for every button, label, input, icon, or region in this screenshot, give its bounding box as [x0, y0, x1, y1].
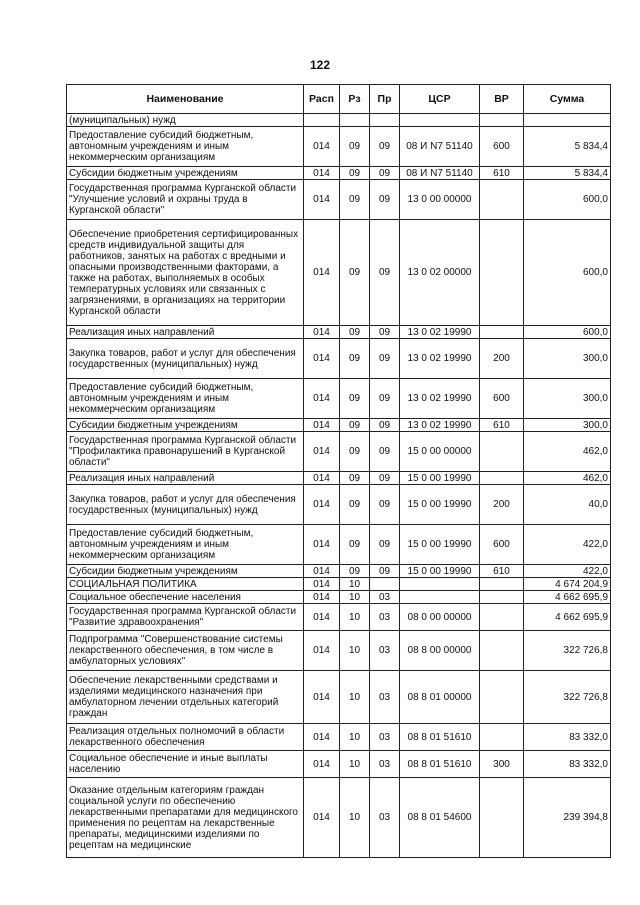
cell-vr: 610: [480, 565, 524, 578]
cell-pr: 09: [370, 220, 400, 326]
cell-vr: [480, 114, 524, 127]
cell-name: Социальное обеспечение и иные выплаты населению: [67, 751, 304, 778]
table-row: [67, 419, 611, 432]
cell-pr: 09: [370, 127, 400, 167]
cell-csr: [400, 591, 480, 604]
budget-table: [66, 84, 611, 858]
cell-sum: 4 662 695,9: [524, 591, 611, 604]
cell-rz: 10: [340, 631, 370, 671]
cell-csr: 15 0 00 19990: [400, 485, 480, 525]
cell-sum: 600,0: [524, 220, 611, 326]
cell-rasp: 014: [304, 604, 340, 631]
cell-rz: 09: [340, 379, 370, 419]
cell-name: Реализация иных направлений: [67, 326, 304, 339]
cell-csr: 08 8 01 00000: [400, 671, 480, 724]
cell-rasp: 014: [304, 339, 340, 379]
cell-vr: [480, 591, 524, 604]
cell-rasp: 014: [304, 565, 340, 578]
cell-csr: 08 8 01 54600: [400, 778, 480, 858]
cell-pr: 03: [370, 591, 400, 604]
header-csr: ЦСР: [400, 85, 480, 114]
cell-vr: [480, 631, 524, 671]
header-rz: Рз: [340, 85, 370, 114]
cell-pr: 09: [370, 565, 400, 578]
cell-name: Государственная программа Курганской области "Профилактика правонарушений в Курганской области": [67, 432, 304, 472]
cell-rz: 09: [340, 419, 370, 432]
cell-rz: 10: [340, 671, 370, 724]
cell-name: Предоставление субсидий бюджетным, автономным учреждениям и иным некоммерческим организациям: [67, 127, 304, 167]
cell-pr: 09: [370, 180, 400, 220]
cell-rz: 09: [340, 127, 370, 167]
cell-pr: 09: [370, 525, 400, 565]
cell-rz: [340, 114, 370, 127]
cell-vr: 600: [480, 525, 524, 565]
cell-csr: 13 0 02 00000: [400, 220, 480, 326]
cell-rz: 09: [340, 565, 370, 578]
cell-name: Оказание отдельным категориям граждан социальной услуги по обеспечению лекарственными препаратами для медицинского применения по рецептам на лекарственные препараты, медицинскими изделиями по рецептам на медицинские: [67, 778, 304, 858]
cell-csr: 08 И N7 51140: [400, 127, 480, 167]
cell-pr: 09: [370, 339, 400, 379]
cell-rz: 10: [340, 578, 370, 591]
cell-csr: 15 0 00 19990: [400, 525, 480, 565]
cell-name: СОЦИАЛЬНАЯ ПОЛИТИКА: [67, 578, 304, 591]
cell-csr: 13 0 02 19990: [400, 419, 480, 432]
cell-name: Субсидии бюджетным учреждениям: [67, 167, 304, 180]
cell-rasp: 014: [304, 631, 340, 671]
table-row: [67, 778, 611, 858]
table-row: [67, 220, 611, 326]
cell-rasp: 014: [304, 591, 340, 604]
cell-sum: 322 726,8: [524, 671, 611, 724]
cell-rz: 10: [340, 604, 370, 631]
cell-csr: 13 0 02 19990: [400, 379, 480, 419]
table-row: [67, 127, 611, 167]
cell-name: (муниципальных) нужд: [67, 114, 304, 127]
cell-pr: 03: [370, 604, 400, 631]
cell-name: Реализация иных направлений: [67, 472, 304, 485]
cell-sum: 239 394,8: [524, 778, 611, 858]
cell-pr: 09: [370, 432, 400, 472]
cell-pr: [370, 114, 400, 127]
table-row: [67, 525, 611, 565]
cell-sum: 5 834,4: [524, 127, 611, 167]
table-row: [67, 379, 611, 419]
page-number: 122: [309, 58, 331, 72]
cell-vr: [480, 724, 524, 751]
cell-vr: [480, 432, 524, 472]
cell-rasp: 014: [304, 379, 340, 419]
table-row: [67, 604, 611, 631]
cell-sum: 322 726,8: [524, 631, 611, 671]
cell-rz: 09: [340, 485, 370, 525]
table-row: [67, 432, 611, 472]
cell-csr: [400, 578, 480, 591]
cell-pr: 03: [370, 751, 400, 778]
cell-rz: 10: [340, 778, 370, 858]
cell-csr: 13 0 02 19990: [400, 326, 480, 339]
cell-pr: 09: [370, 419, 400, 432]
cell-rasp: 014: [304, 472, 340, 485]
cell-pr: 03: [370, 631, 400, 671]
cell-rz: 09: [340, 472, 370, 485]
cell-name: Обеспечение лекарственными средствами и изделиями медицинского назначения при амбулаторном лечении отдельных категорий граждан: [67, 671, 304, 724]
cell-rasp: 014: [304, 778, 340, 858]
table-row: [67, 565, 611, 578]
cell-name: Предоставление субсидий бюджетным, автономным учреждениям и иным некоммерческим организациям: [67, 379, 304, 419]
table-row: [67, 578, 611, 591]
cell-rasp: 014: [304, 127, 340, 167]
cell-vr: [480, 180, 524, 220]
cell-vr: [480, 671, 524, 724]
cell-rz: 09: [340, 326, 370, 339]
header-vr: ВР: [480, 85, 524, 114]
cell-vr: 200: [480, 339, 524, 379]
cell-rasp: 014: [304, 220, 340, 326]
cell-vr: [480, 778, 524, 858]
cell-rz: 09: [340, 339, 370, 379]
cell-csr: 13 0 00 00000: [400, 180, 480, 220]
cell-csr: 13 0 02 19990: [400, 339, 480, 379]
header-pr: Пр: [370, 85, 400, 114]
cell-csr: 08 8 00 00000: [400, 631, 480, 671]
cell-name: Социальное обеспечение населения: [67, 591, 304, 604]
cell-pr: 03: [370, 778, 400, 858]
cell-name: Обеспечение приобретения сертифицированных средств индивидуальной защиты для работников, занятых на работах с вредными и опасными производственными факторами, а также на работах, выполняемых в особых температурных условиях или связанных с загрязнениями, в организациях на территории Курганской области: [67, 220, 304, 326]
cell-vr: 200: [480, 485, 524, 525]
cell-rz: 10: [340, 751, 370, 778]
cell-rz: 09: [340, 525, 370, 565]
cell-vr: [480, 472, 524, 485]
cell-vr: [480, 326, 524, 339]
cell-name: Закупка товаров, работ и услуг для обеспечения государственных (муниципальных) нужд: [67, 485, 304, 525]
cell-rasp: 014: [304, 485, 340, 525]
cell-name: Закупка товаров, работ и услуг для обеспечения государственных (муниципальных) нужд: [67, 339, 304, 379]
table-row: [67, 472, 611, 485]
cell-sum: 4 674 204,9: [524, 578, 611, 591]
cell-rasp: [304, 114, 340, 127]
table-row: [67, 724, 611, 751]
table-row: [67, 485, 611, 525]
cell-sum: 5 834,4: [524, 167, 611, 180]
table-row: [67, 591, 611, 604]
cell-sum: 4 662 695,9: [524, 604, 611, 631]
table-row: [67, 339, 611, 379]
cell-name: Государственная программа Курганской области "Развитие здравоохранения": [67, 604, 304, 631]
header-rasp: Расп: [304, 85, 340, 114]
cell-rasp: 014: [304, 326, 340, 339]
table-row: [67, 167, 611, 180]
cell-csr: [400, 114, 480, 127]
cell-sum: 462,0: [524, 472, 611, 485]
cell-sum: 600,0: [524, 326, 611, 339]
cell-csr: 08 0 00 00000: [400, 604, 480, 631]
cell-rasp: 014: [304, 419, 340, 432]
cell-csr: 15 0 00 19990: [400, 472, 480, 485]
cell-sum: 600,0: [524, 180, 611, 220]
cell-csr: 08 8 01 51610: [400, 751, 480, 778]
cell-rasp: 014: [304, 525, 340, 565]
cell-rasp: 014: [304, 671, 340, 724]
cell-sum: 300,0: [524, 339, 611, 379]
cell-pr: 09: [370, 326, 400, 339]
cell-name: Подпрограмма "Совершенствование системы лекарственного обеспечения, в том числе в амбулаторных условиях": [67, 631, 304, 671]
cell-rasp: 014: [304, 578, 340, 591]
cell-rasp: 014: [304, 432, 340, 472]
cell-vr: [480, 578, 524, 591]
cell-csr: 08 И N7 51140: [400, 167, 480, 180]
cell-pr: 03: [370, 671, 400, 724]
cell-csr: 15 0 00 19990: [400, 565, 480, 578]
cell-rasp: 014: [304, 167, 340, 180]
cell-vr: [480, 604, 524, 631]
table-header-row: [67, 85, 611, 114]
cell-sum: 422,0: [524, 525, 611, 565]
cell-vr: 300: [480, 751, 524, 778]
table-row: [67, 326, 611, 339]
cell-rasp: 014: [304, 724, 340, 751]
cell-name: Реализация отдельных полномочий в области лекарственного обеспечения: [67, 724, 304, 751]
cell-vr: 610: [480, 419, 524, 432]
cell-rz: 10: [340, 591, 370, 604]
cell-sum: 83 332,0: [524, 751, 611, 778]
cell-rasp: 014: [304, 751, 340, 778]
cell-sum: 83 332,0: [524, 724, 611, 751]
table-row: [67, 671, 611, 724]
cell-csr: 15 0 00 00000: [400, 432, 480, 472]
cell-pr: [370, 578, 400, 591]
cell-pr: 09: [370, 167, 400, 180]
cell-csr: 08 8 01 51610: [400, 724, 480, 751]
cell-rz: 10: [340, 724, 370, 751]
header-name: Наименование: [67, 85, 304, 114]
cell-pr: 09: [370, 472, 400, 485]
cell-pr: 03: [370, 724, 400, 751]
cell-sum: 422,0: [524, 565, 611, 578]
cell-rz: 09: [340, 180, 370, 220]
cell-sum: 300,0: [524, 379, 611, 419]
cell-pr: 09: [370, 485, 400, 525]
cell-rasp: 014: [304, 180, 340, 220]
cell-vr: 600: [480, 379, 524, 419]
cell-name: Субсидии бюджетным учреждениям: [67, 565, 304, 578]
cell-rz: 09: [340, 167, 370, 180]
cell-sum: 462,0: [524, 432, 611, 472]
table-row: [67, 751, 611, 778]
cell-rz: 09: [340, 220, 370, 326]
cell-sum: [524, 114, 611, 127]
cell-sum: 300,0: [524, 419, 611, 432]
cell-sum: 40,0: [524, 485, 611, 525]
header-sum: Сумма: [524, 85, 611, 114]
cell-vr: [480, 220, 524, 326]
cell-vr: 600: [480, 127, 524, 167]
cell-name: Предоставление субсидий бюджетным, автономным учреждениям и иным некоммерческим организациям: [67, 525, 304, 565]
cell-pr: 09: [370, 379, 400, 419]
cell-name: Субсидии бюджетным учреждениям: [67, 419, 304, 432]
table-row: [67, 180, 611, 220]
table-row: [67, 631, 611, 671]
cell-name: Государственная программа Курганской области "Улучшение условий и охраны труда в Курганской области": [67, 180, 304, 220]
table-row: [67, 114, 611, 127]
cell-vr: 610: [480, 167, 524, 180]
cell-rz: 09: [340, 432, 370, 472]
